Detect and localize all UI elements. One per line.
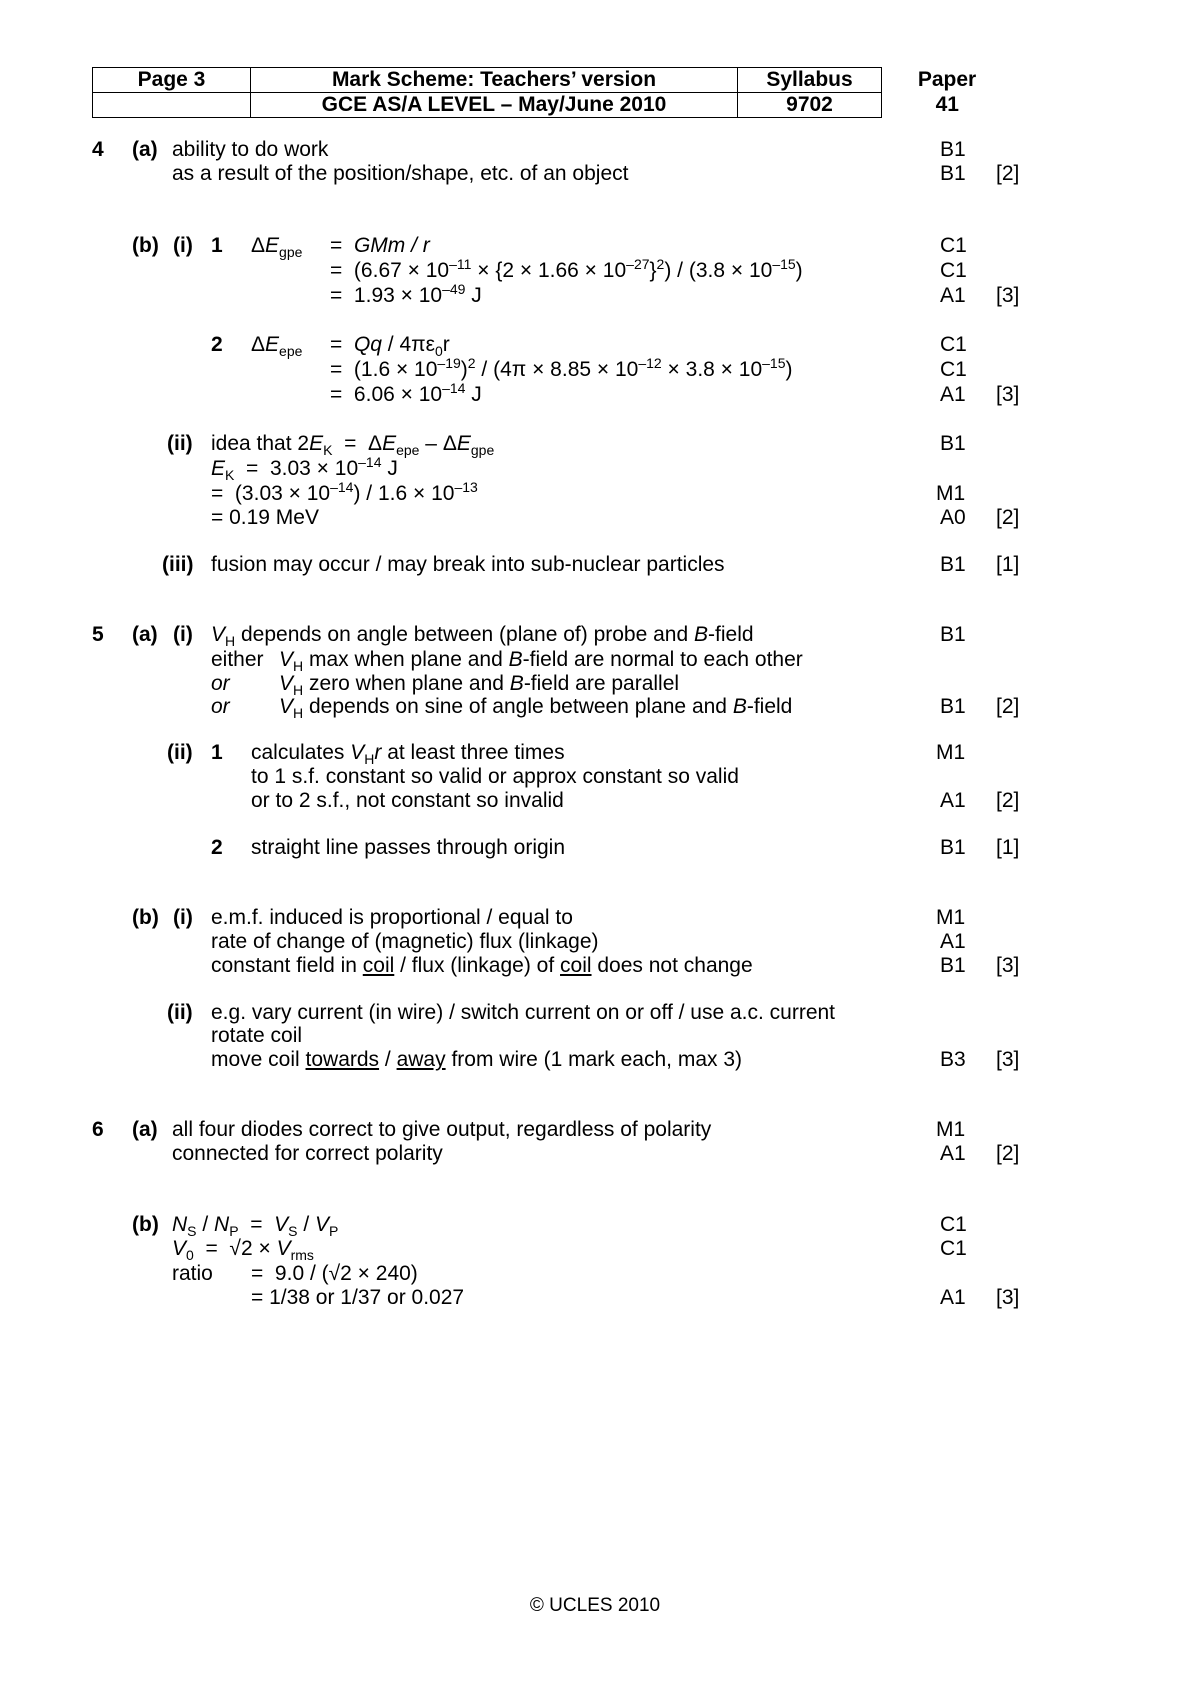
q4bi1-label: 1 — [211, 234, 223, 257]
q4biii-mark: B1 — [940, 553, 966, 576]
q5bi-line2: rate of change of (magnetic) flux (linkage) — [211, 930, 599, 953]
q4bi2-mark3: A1 — [940, 383, 966, 406]
q4bi2-eq3: = $6.06 \times 10^{-14}$ J — [330, 380, 482, 406]
q6b-mark3: A1 — [940, 1286, 966, 1309]
header-table — [92, 67, 1013, 118]
q5aii1-label: 1 — [211, 741, 223, 764]
q4biii-label: (iii) — [162, 553, 194, 576]
q5ai-mark1: B1 — [940, 623, 966, 646]
q4a-line1: ability to do work — [172, 138, 329, 161]
q5ai-either: either — [211, 648, 264, 671]
q5bi-mark3: B1 — [940, 954, 966, 977]
q6a-line2: connected for correct polarity — [172, 1142, 443, 1165]
q4biii-total: [1] — [996, 553, 1020, 576]
q4bii-mark2: M1 — [936, 482, 966, 505]
q5bii-line2: rotate coil — [211, 1024, 303, 1047]
header-page: Page 3 — [93, 68, 251, 93]
q5a-label: (a) — [132, 623, 158, 646]
q6a-line1: all four diodes correct to give output, regardless of polarity — [172, 1118, 712, 1141]
q4bi1-total: [3] — [996, 284, 1020, 307]
q5aii1-mark1: M1 — [936, 741, 966, 764]
q5bii-total: [3] — [996, 1048, 1020, 1071]
q5-number: 5 — [92, 623, 104, 646]
q4a-mark1: B1 — [940, 138, 966, 161]
q5bii-line1: e.g. vary current (in wire) / switch current on or off / use a.c. current — [211, 1001, 836, 1024]
q4bi2-eq2: = $(1.6 \times 10^{-19})^2 / (4\pi \times 8.85 \times 10^{-12} \times 3.8 \times 10^{-15})$ — [330, 355, 793, 381]
header-paper-label: Paper — [917, 68, 977, 91]
q6-number: 6 — [92, 1118, 104, 1141]
q5bii-mark: B3 — [940, 1048, 966, 1071]
q5ai-mark2: B1 — [940, 695, 966, 718]
q5bi-line3: constant field in coil / flux (linkage) of coil does not change — [211, 954, 753, 977]
footer-copyright: © UCLES 2010 — [529, 1595, 661, 1616]
q5ai-line3: $V_H$ zero when plane and B-field are parallel — [279, 672, 680, 699]
q5aii-label: (ii) — [167, 741, 193, 764]
q5b-label: (b) — [132, 906, 159, 929]
q5ai-line1: $V_H$ depends on angle between (plane of) probe and B-field — [211, 623, 754, 650]
q4bi1-mark1: C1 — [940, 234, 967, 257]
q6a-mark2: A1 — [940, 1142, 966, 1165]
q6b-line3: = 9.0 / (√2 × 240) — [251, 1262, 418, 1285]
q6a-label: (a) — [132, 1118, 158, 1141]
q4a-label: (a) — [132, 138, 158, 161]
header-syllabus: 9702 — [738, 93, 882, 118]
q4bi1-eq2: = $(6.67 \times 10^{-11} \times \{2 \times 1.66 \times 10^{-27}\}^2) / (3.8 \times 10^{-15})$ — [330, 256, 803, 282]
q6a-mark1: M1 — [936, 1118, 966, 1141]
q6b-line2: $V_0 = √2 \times V_{rms}$ — [172, 1237, 314, 1264]
q4a-mark2: B1 — [940, 162, 966, 185]
q4bii-label: (ii) — [167, 432, 193, 455]
header-title: Mark Scheme: Teachers’ version — [251, 68, 738, 93]
q5bi-line1: e.m.f. induced is proportional / equal to — [211, 906, 573, 929]
q6b-mark2: C1 — [940, 1237, 967, 1260]
q4bi1-eq1: = GMm / r — [330, 234, 430, 257]
q4bii-total: [2] — [996, 506, 1020, 529]
q4bii-line3: = $(3.03 \times 10^{-14}) / 1.6 \times 10^{-13}$ — [211, 479, 478, 505]
q4bi-label: (i) — [173, 234, 193, 257]
q5aii1-mark2: A1 — [940, 789, 966, 812]
q4a-total: [2] — [996, 162, 1020, 185]
q4bi2-mark2: C1 — [940, 358, 967, 381]
q5bi-label: (i) — [173, 906, 193, 929]
q6b-total: [3] — [996, 1286, 1020, 1309]
q4bi2-mark1: C1 — [940, 333, 967, 356]
q5ai-or1: or — [211, 672, 230, 695]
q4-number: 4 — [92, 138, 104, 161]
header-page-blank — [93, 93, 251, 118]
q6a-total: [2] — [996, 1142, 1020, 1165]
q6b-line1: $N_S / N_P = V_S / V_P$ — [172, 1213, 339, 1240]
header-paper: 41 — [935, 93, 959, 116]
q5bii-line3: move coil towards / away from wire (1 mark each, max 3) — [211, 1048, 743, 1071]
q4bii-line4: = 0.19 MeV — [211, 506, 319, 529]
q5bii-label: (ii) — [167, 1001, 193, 1024]
header-subtitle: GCE AS/A LEVEL – May/June 2010 — [251, 93, 738, 118]
q5aii1-line1: calculates $V_Hr$ at least three times — [251, 741, 565, 768]
q5aii2-text: straight line passes through origin — [251, 836, 566, 859]
q5aii1-line3: or to 2 s.f., not constant so invalid — [251, 789, 564, 812]
delta-eepe-symbol: $\Delta E_{epe}$ — [251, 333, 303, 360]
q6b-line4: = 1/38 or 1/37 or 0.027 — [251, 1286, 465, 1309]
q4bii-mark1: B1 — [940, 432, 966, 455]
q5bi-mark1: M1 — [936, 906, 966, 929]
q6b-mark1: C1 — [940, 1213, 967, 1236]
q5ai-or2: or — [211, 695, 230, 718]
q4a-line2: as a result of the position/shape, etc. of an object — [172, 162, 629, 185]
q4biii-text: fusion may occur / may break into sub-nuclear particles — [211, 553, 725, 576]
q4b-label: (b) — [132, 234, 159, 257]
q5bi-mark2: A1 — [940, 930, 966, 953]
q4bii-mark3: A0 — [940, 506, 966, 529]
q4bi1-eq3: = $1.93 \times 10^{-49}$ J — [330, 281, 482, 307]
q6b-label: (b) — [132, 1213, 159, 1236]
q4bii-line2: $E_K = 3.03 \times 10^{-14}$ J — [211, 454, 398, 484]
q5aii2-label: 2 — [211, 836, 223, 859]
q5ai-line2: $V_H$ max when plane and B-field are normal to each other — [279, 648, 803, 675]
delta-egpe-symbol: $\Delta E_{gpe}$ — [251, 234, 303, 261]
q4bi1-mark3: A1 — [940, 284, 966, 307]
header-syllabus-label: Syllabus — [738, 68, 882, 93]
q5aii1-line2: to 1 s.f. constant so valid or approx constant so valid — [251, 765, 739, 788]
q5ai-label: (i) — [173, 623, 193, 646]
q4bi2-eq1: = Qq / $4\pi\varepsilon_0r$ — [330, 333, 450, 360]
q5ai-total: [2] — [996, 695, 1020, 718]
q4bi1-mark2: C1 — [940, 259, 967, 282]
q5aii2-mark: B1 — [940, 836, 966, 859]
q5bi-total: [3] — [996, 954, 1020, 977]
q4bi2-total: [3] — [996, 383, 1020, 406]
q4bi2-label: 2 — [211, 333, 223, 356]
q6b-ratio-label: ratio — [172, 1262, 213, 1285]
q5ai-line4: $V_H$ depends on sine of angle between plane and B-field — [279, 695, 793, 722]
q5aii1-total: [2] — [996, 789, 1020, 812]
q4bii-line1: idea that $2E_K = \Delta E_{epe} - \Delta E_{gpe}$ — [211, 432, 495, 459]
q5aii2-total: [1] — [996, 836, 1020, 859]
